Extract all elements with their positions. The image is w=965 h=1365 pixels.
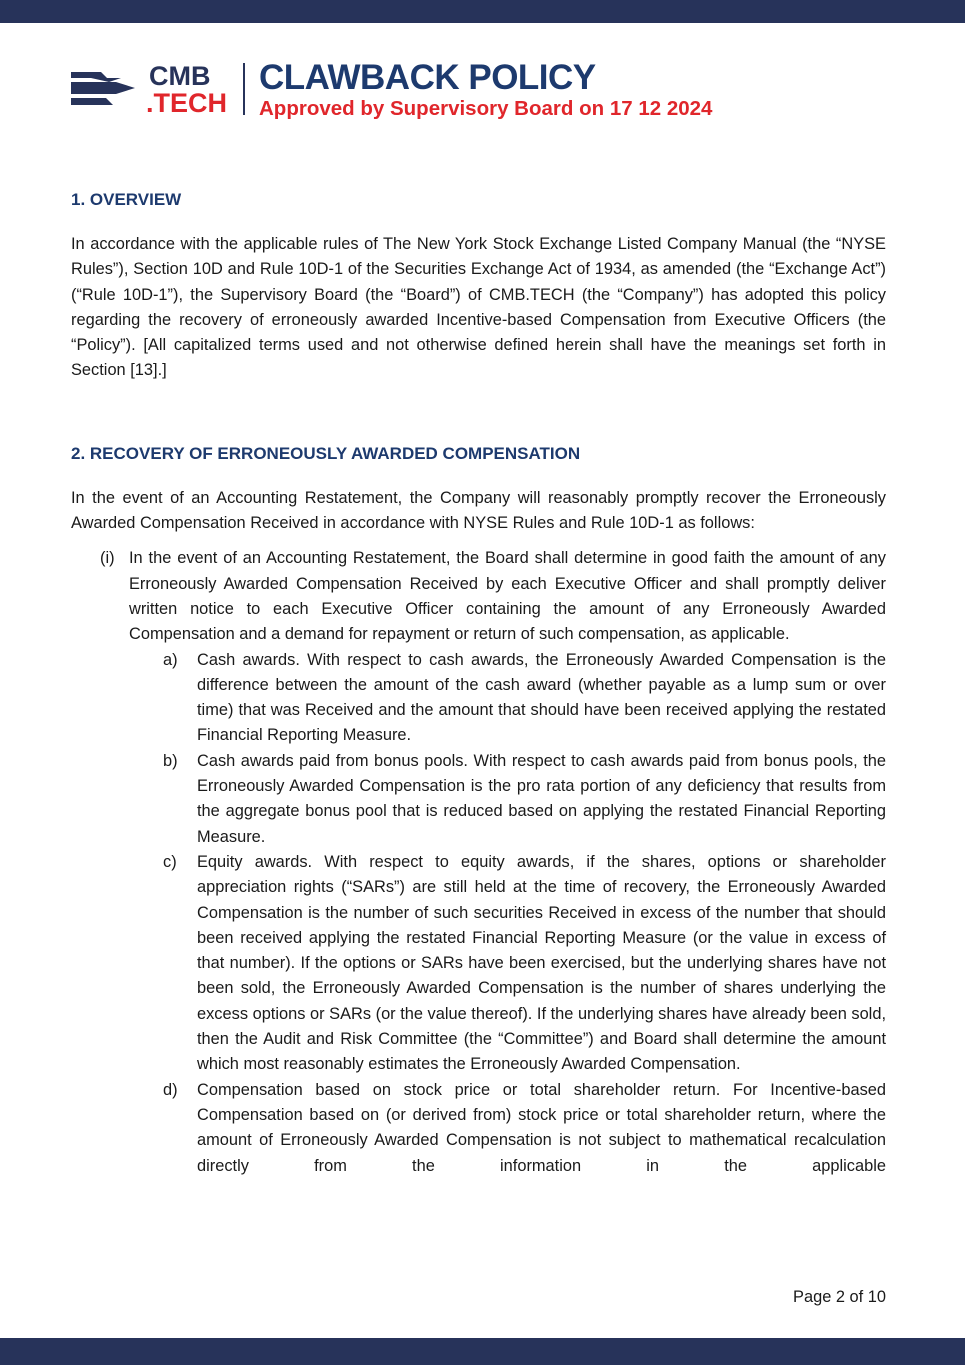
list-number: (i) (100, 549, 115, 568)
svg-text:.TECH: .TECH (146, 88, 227, 118)
sub-list-item (71, 648, 886, 749)
paragraph: In accordance with the applicable rules of The New York Stock Exchange Listed Company Manual (the “NYSE Rules”), Section 10D and Rule 10D-1 of the Securities Exchange Act of 1934, as amended (the “Exchange Act”) (“Rule 10D-1”), the Supervisory Board (the “Board”) of CMB.TECH (the “Company”) has adopted this policy regarding the recovery of erroneously awarded Incentive-based Compensation from Executive Officers (the “Policy”). [All capitalized terms used and not otherwise defined herein shall have the meanings set forth in Section [13].] (71, 235, 886, 380)
list-text: In the event of an Accounting Restatement, the Board shall determine in good faith the amount of any Erroneously Awarded Compensation Received by each Executive Officer and shall promptly deliver written notice to each Executive Officer containing the amount of any Erroneously Awarded Compensation and a demand for repayment or return of such compensation, as applicable. (129, 549, 886, 644)
section-heading: 2. RECOVERY OF ERRONEOUSLY AWARDED COMPENSATION (71, 443, 581, 463)
sub-list-item (71, 749, 886, 850)
list-number: c) (163, 852, 177, 871)
section-heading: 1. OVERVIEW (71, 190, 182, 209)
svg-text:CMB: CMB (149, 62, 211, 91)
document-title: CLAWBACK POLICY (259, 58, 596, 97)
sub-list-item (71, 850, 886, 1078)
top-bar (0, 0, 965, 23)
header-divider (243, 63, 245, 115)
list-text: Cash awards paid from bonus pools. With respect to cash awards paid from bonus pools, the Erroneously Awarded Compensation is the pro rata portion of any deficiency that results from the aggregate bonus pool that is reduced based on applying the restated Financial Reporting Measure. (197, 751, 886, 846)
bottom-bar (0, 1338, 965, 1365)
page-number: Page 2 of 10 (793, 1288, 886, 1306)
list-item (71, 546, 886, 647)
list-text: Equity awards. With respect to equity awards, if the shares, options or shareholder appreciation rights (“SARs”) are still held at the time of recovery, the Erroneously Awarded Compensation is the number of such securities Received in excess of the number that should been received applying the restated Financial Reporting Measure (or the value in excess of that number). If the options or SARs have been exercised, but the underlying shares have not been sold, the Erroneously Awarded Compensation is the number of shares underlying the excess options or SARs (or the value thereof). If the underlying shares have already been sold, then the Audit and Risk Committee (the “Committee”) and Board shall determine the amount which most reasonably estimates the Erroneously Awarded Compensation. (197, 852, 886, 1074)
list-number: d) (163, 1080, 178, 1099)
document-body (71, 187, 886, 1179)
list-text: Compensation based on stock price or total shareholder return. For Incentive-based Compensation based on (or derived from) stock price or total shareholder return, where the amount of Erroneously Awarded Compensation is not subject to mathematical recalculation directly from the information in the applicable (197, 1080, 886, 1175)
document-subtitle: Approved by Supervisory Board on 17 12 2024 (259, 97, 713, 120)
list-number: a) (163, 650, 178, 669)
list-text: Cash awards. With respect to cash awards, the Erroneously Awarded Compensation is the difference between the amount of the cash award (whether payable as a lump sum or over time) that was Received and the amount that should have been received applying the restated Financial Reporting Measure. (197, 650, 886, 745)
cmb-tech-logo (71, 62, 241, 118)
sub-list-item (71, 1078, 886, 1179)
paragraph: In the event of an Accounting Restatement, the Company will reasonably promptly recover the Erroneously Awarded Compensation Received in accordance with NYSE Rules and Rule 10D-1 as follows: (71, 488, 886, 533)
list-number: b) (163, 751, 178, 770)
